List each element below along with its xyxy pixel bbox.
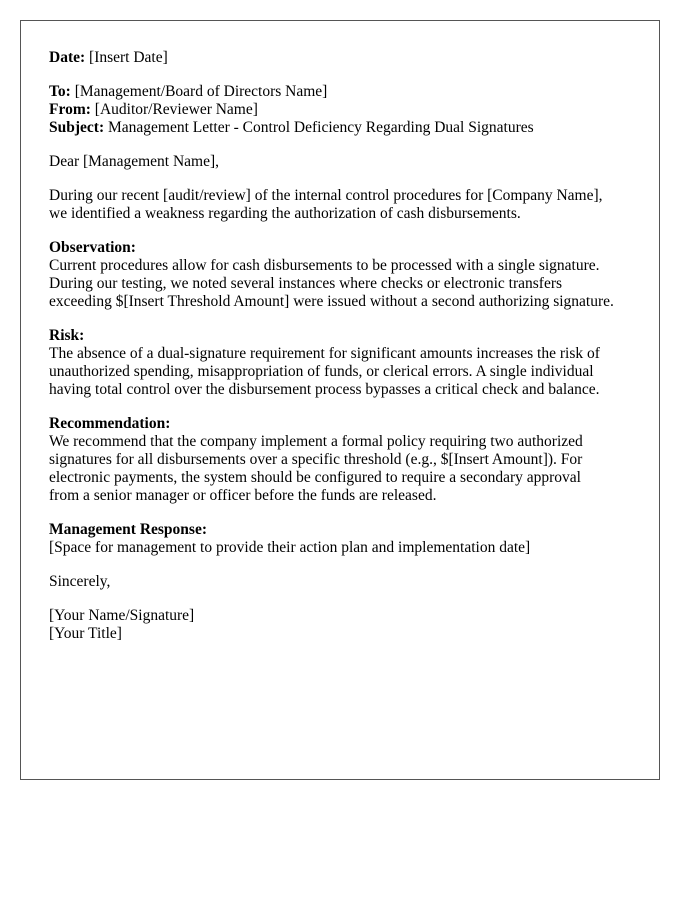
spacer xyxy=(49,591,631,607)
spacer xyxy=(49,137,631,153)
signature-title: [Your Title] xyxy=(49,625,122,642)
from-label: From: xyxy=(49,101,91,118)
risk-heading: Risk: xyxy=(49,327,85,344)
management-response-heading: Management Response: xyxy=(49,521,207,538)
spacer xyxy=(49,67,631,83)
from-value: [Auditor/Reviewer Name] xyxy=(90,101,258,118)
to-line xyxy=(49,83,631,101)
observation-line: exceeding $[Insert Threshold Amount] were issued without a second authorizing signature. xyxy=(49,293,614,310)
spacer xyxy=(49,223,631,239)
recommendation-line: electronic payments, the system should be configured to require a secondary approval xyxy=(49,469,581,486)
observation-line: Current procedures allow for cash disbursements to be processed with a single signature. xyxy=(49,257,600,274)
recommendation-heading: Recommendation: xyxy=(49,415,171,432)
subject-value: Management Letter - Control Deficiency Regarding Dual Signatures xyxy=(104,119,534,136)
recommendation-line: signatures for all disbursements over a specific threshold (e.g., $[Insert Amount]). For xyxy=(49,451,583,468)
spacer xyxy=(49,399,631,415)
letter-document xyxy=(20,20,660,780)
salutation: Dear [Management Name], xyxy=(49,153,219,170)
subject-line xyxy=(49,119,631,137)
date-value: [Insert Date] xyxy=(85,49,168,66)
observation-line: During our testing, we noted several instances where checks or electronic transfers xyxy=(49,275,563,292)
spacer xyxy=(49,557,631,573)
intro-line: During our recent [audit/review] of the internal control procedures for [Company Name], xyxy=(49,187,603,204)
spacer xyxy=(49,311,631,327)
management-response-line: [Space for management to provide their action plan and implementation date] xyxy=(49,539,531,556)
risk-line: unauthorized spending, misappropriation of funds, or clerical errors. A single individual xyxy=(49,363,594,380)
closing: Sincerely, xyxy=(49,573,111,590)
risk-line: having total control over the disbursement process bypasses a critical check and balance. xyxy=(49,381,600,398)
to-value: [Management/Board of Directors Name] xyxy=(70,83,328,100)
intro-line: we identified a weakness regarding the authorization of cash disbursements. xyxy=(49,205,521,222)
spacer xyxy=(49,505,631,521)
subject-label: Subject: xyxy=(49,119,105,136)
risk-line: The absence of a dual-signature requirement for significant amounts increases the risk of xyxy=(49,345,600,362)
to-label: To: xyxy=(49,83,71,100)
recommendation-line: We recommend that the company implement a formal policy requiring two authorized xyxy=(49,433,583,450)
signature-name: [Your Name/Signature] xyxy=(49,607,195,624)
observation-heading: Observation: xyxy=(49,239,136,256)
spacer xyxy=(49,171,631,187)
from-line xyxy=(49,101,631,119)
date-line xyxy=(49,49,631,67)
recommendation-line: from a senior manager or officer before the funds are released. xyxy=(49,487,437,504)
date-label: Date: xyxy=(49,49,86,66)
